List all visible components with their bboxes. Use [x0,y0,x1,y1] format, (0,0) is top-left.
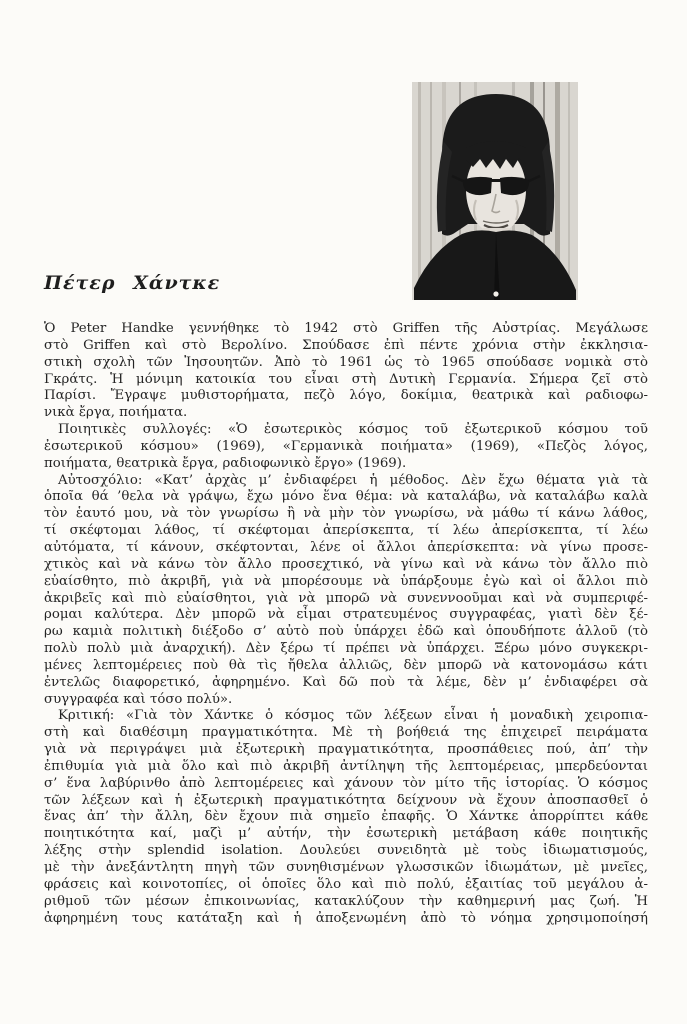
text-line: Αὐτοσχόλιο: «Κατ’ ἀρχὰς μ’ ἐνδιαφέρει ἡ μέθοδος. Δὲν ἔχω θέματα γιὰ τὰ [58,472,648,488]
text-line: ἐσωτερικοῦ κόσμου» (1969), «Γερμανικὰ ποιήματα» (1969), «Πεζὸς λόγος, [44,438,648,454]
text-line: χτικὸς καὶ νὰ κάνω τὸν ἄλλο προσεχτικό, νὰ γίνω καὶ νὰ κάνω τὸν ἄλλο πιὸ [44,556,648,572]
text-line: στὴ καὶ διαθέσιμη πραγματικότητα. Μὲ τὴ βοήθειά της ἐπιχειρεῖ πειράματα [44,725,648,741]
text-line: ἀφηρημένη τους κατάταξη καὶ ἡ ἀποξενωμένη ἀπὸ τὸ νόημα χρησιμοποίησή [44,910,648,926]
text-line: μὲ τὴν ἀνεξάντλητη πηγὴ τῶν συνηθισμένων γλωσσικῶν ἰδιωμάτων, μὲ μνεῖες, [44,860,648,875]
page-title: Πέτερ Χάντκε [44,272,221,294]
text-line: ἀκριβεῖς καὶ πιὸ εὐαίσθητοι, γιὰ νὰ μπορῶ νὰ συνεννοοῦμαι καὶ νὰ συμπεριφέ- [44,590,648,606]
text-line: νικὰ ἔργα, ποιήματα. [44,405,188,421]
paragraph [44,422,648,473]
text-line: μένες λεπτομέρειες ποὺ θὰ τὶς ἤθελα ἀλλιῶς, δὲν μπορῶ νὰ κατονομάσω κάτι [44,657,648,673]
body-text [44,321,648,927]
text-line: τί σκέφτομαι λάθος, τί σκέφτομαι ἀπερίσκεπτα, τί λέω ἀπερίσκεπτα, τί λέω [44,523,648,539]
text-line: Παρίσι. Ἔγραψε μυθιστορήματα, πεζὸ λόγο, δοκίμια, θεατρικὰ καὶ ραδιοφω- [44,388,648,404]
text-line: Ὁ Peter Handke γεννήθηκε τὸ 1942 στὸ Griffen τῆς Αὐστρίας. Μεγάλωσε [44,321,648,336]
paragraph [44,708,648,927]
text-line: αὐτόματα, τί κάνουν, σκέφτονται, λένε οἱ ἄλλοι ἀπερίσκεπτα: νὰ γίνω προσε- [44,539,648,555]
portrait-photo [412,82,578,300]
text-line: Γκράτς. Ἡ μόνιμη κατοικία του εἶναι στὴ Δυτικὴ Γερμανία. Σήμερα ζεῖ στὸ [44,371,648,387]
text-line: τῶν λέξεων καὶ ἡ ἐξωτερικὴ πραγματικότητα δείχνουν νὰ ἔχουν ἀποσπασθεῖ ὁ [44,792,648,808]
paragraph [44,473,648,709]
text-line: ὁποῖα θά ’θελα νὰ γράψω, ἔχω μόνο ἕνα θέμα: νὰ καταλάβω, νὰ καταλάβω καλὰ [44,489,648,505]
text-line: τὸν ἑαυτό μου, νὰ τὸν γνωρίσω ἢ νὰ μὴν τὸν γνωρίσω, νὰ μάθω τί κάνω λάθος, [44,506,648,522]
text-line: Ποιητικὲς συλλογές: «Ὁ ἐσωτερικὸς κόσμος τοῦ ἐξωτερικοῦ κόσμου τοῦ [58,422,648,438]
text-line: ριθμοῦ τῶν μέσων ἐπικοινωνίας, κατακλύζουν τὴν καθημερινή μας ζωή. Ἡ [44,893,648,909]
text-line: φράσεις καὶ κοινοτοπίες, οἱ ὁποῖες ὅλο καὶ πιὸ πολύ, ἐξαιτίας τοῦ μεγάλου ἀ- [44,876,648,892]
text-line: ποιητικότητα καί, μαζὶ μ’ αὐτήν, τὴν ἐσωτερικὴ μετάβαση κάθε ποιητικῆς [44,826,648,842]
text-line: εὐαίσθητο, πιὸ ἀκριβῆ, γιὰ νὰ μπορέσουμε νὰ ὑπάρξουμε ἐγὼ καὶ οἱ ἄλλοι πιὸ [44,573,648,589]
paragraph [44,321,648,422]
text-line: ποιήματα, θεατρικὰ ἔργα, ραδιοφωνικὸ ἔργο» (1969). [44,455,407,471]
text-line: συγγραφέα καὶ τόσο πολύ». [44,691,233,707]
text-line: ρομαι καλύτερα. Δὲν μπορῶ νὰ εἶμαι στρατευμένος συγγραφέας, γιατὶ δὲν ξέ- [44,607,648,623]
text-line: στικὴ σχολὴ τῶν Ἰησουητῶν. Ἀπὸ τὸ 1961 ὡς τὸ 1965 σπούδασε νομικὰ στὸ [44,354,648,370]
text-line: Κριτική: «Γιὰ τὸν Χάντκε ὁ κόσμος τῶν λέξεων εἶναι ἡ μοναδικὴ χειροπια- [58,708,648,724]
text-line: πολὺ πολὺ μιὰ ἀναρχική). Δὲν ξέρω τί πρέπει νὰ ὑπάρχει. Ξέρω μόνο συγκεκρι- [44,641,648,657]
text-line: ἕνας ἀπ’ τὴν ἄλλη, δὲν ἔχουν πιὰ σημεῖο ἐπαφῆς. Ὁ Χάντκε ἀπορρίπτει κάθε [44,809,648,825]
text-line: ἐντελῶς διαφορετικό, ἀφηρημένο. Καὶ δῶ ποὺ τὰ λέμε, δὲν μ’ ἐνδιαφέρει σὰ [44,674,648,690]
text-line: στὸ Griffen καὶ στὸ Βερολίνο. Σπούδασε ἐπὶ πέντε χρόνια στὴν ἐκκλησια- [44,337,648,353]
portrait-photo-illustration [412,82,578,300]
text-line: σ’ ἕνα λαβύρινθο ἀπὸ λεπτομέρειες καὶ χάνουν τὸν μίτο τῆς ἱστορίας. Ὁ κόσμος [44,775,648,791]
text-line: ἐπιθυμία γιὰ μιὰ ὅλο καὶ πιὸ ἀκριβῆ ἀντίληψη τῆς λεπτομέρειας, μπερδεύονται [44,758,648,774]
text-line: λέξης στὴν splendid isolation. Δουλεύει συνειδητὰ μὲ τοὺς ἰδιωματισμούς, [44,843,648,859]
text-line: γιὰ νὰ περιγράψει μιὰ ἐξωτερικὴ πραγματικότητα, προσπάθειες πού, ἀπ’ τὴν [44,742,648,758]
text-line: ρω καμιὰ πολιτικὴ διέξοδο σ’ αὐτὸ ποὺ ὑπάρχει ἐδῶ καὶ ὁπουδήποτε ἀλλοῦ (τὸ [44,624,648,640]
